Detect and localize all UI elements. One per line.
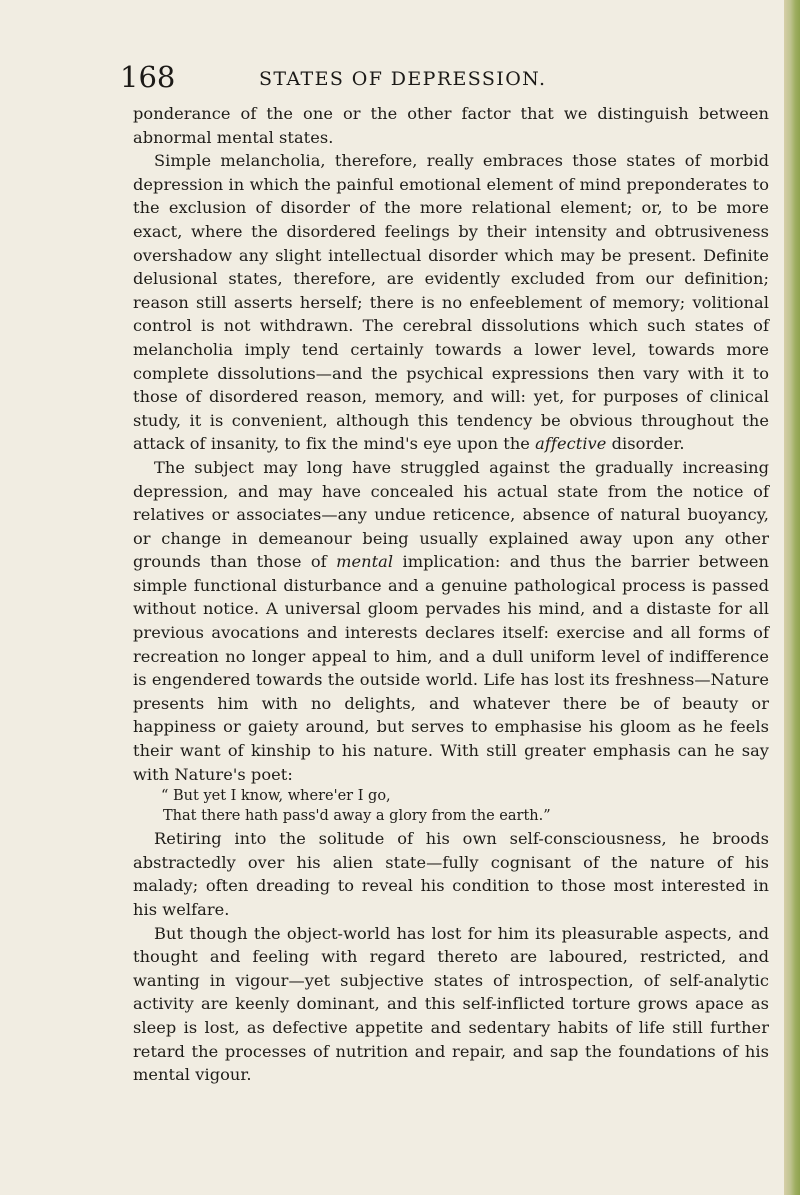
paragraph-simple-melancholia [133,149,769,456]
paragraph-retiring: Retiring into the solitude of his own self-consciousness, he broods abstractedly over his alien state—fully cognisant of the nature of his malady; often dreading to reveal his condition to those most interested in his welfare. [133,829,769,919]
verse-quotation [133,787,769,826]
paragraph-text: The subject may long have struggled against the gradually increasing depression, and may have concealed his actual state from the notice of relatives or associates—any undue reticence, absence of natural buoyancy, or change in demeanour being usually explained away upon any other grounds than those of [133,457,769,572]
paragraph-text-cont: implication: and thus the barrier between simple functional disturbance and a genuine pathological process is passed without notice. A universal gloom pervades his mind, and a distaste for all previous avocations and interests declares itself: exercise and all forms of recreation no longer appeal to him, and a dull uniform level of indifference is engendered towards the outside world. Life has lost its freshness—Nature presents him with no delights, and whatever there be of beauty or happiness or gaiety around, but serves to emphasise his gloom as he feels their want of kinship to his nature. With still greater emphasis can he say with Nature's poet: [133,552,769,784]
page-edge [784,0,800,1195]
verse-line: “ But yet I know, where'er I go, [161,788,391,805]
running-head: STATES OF DEPRESSION. [259,68,547,90]
paragraph-object-world: But though the object-world has lost for him its pleasurable aspects, and thought and feeling with regard thereto are laboured, restricted, and wanting in vigour—yet subjective states of introspection, of self-analytic activity are keenly dominant, and this self-inflicted torture grows apace as sleep is lost, as defective appetite and sedentary habits of life still further retard the processes of nutrition and repair, and sap the foundations of his mental vigour. [133,923,769,1085]
body-text [133,102,769,1087]
page-header [120,60,800,96]
paragraph-text-end: disorder. [611,434,685,454]
verse-line: That there hath pass'd away a glory from the earth.” [163,807,551,824]
emphasis-affective: affective [535,434,607,454]
emphasis-mental: mental [336,552,394,572]
paragraph-subject-depression [133,456,769,786]
page-number: 168 [120,60,176,94]
paragraph-text: Simple melancholia, therefore, really embraces those states of morbid depression in which the painful emotional element of mind preponderates to the exclusion of disorder of the more relational element; or, to be more exact, where the disordered feelings by their intensity and obtrusiveness overshadow any slight intellectual disorder which may be present. Definite delusional states, therefore, are evidently excluded from our definition; reason still asserts herself; there is no enfeeblement of memory; volitional control is not withdrawn. The cerebral dissolutions which such states of melancholia imply tend certainly towards a lower level, towards more complete dissolutions—and the psychical expressions then vary with it to those of disordered reason, memory, and will: yet, for purposes of clinical study, it is convenient, although this tendency be obvious throughout the attack of insanity, to fix the mind's eye upon the [133,151,769,454]
paragraph-continuation: ponderance of the one or the other factor that we distinguish between abnormal mental states. [133,104,769,147]
